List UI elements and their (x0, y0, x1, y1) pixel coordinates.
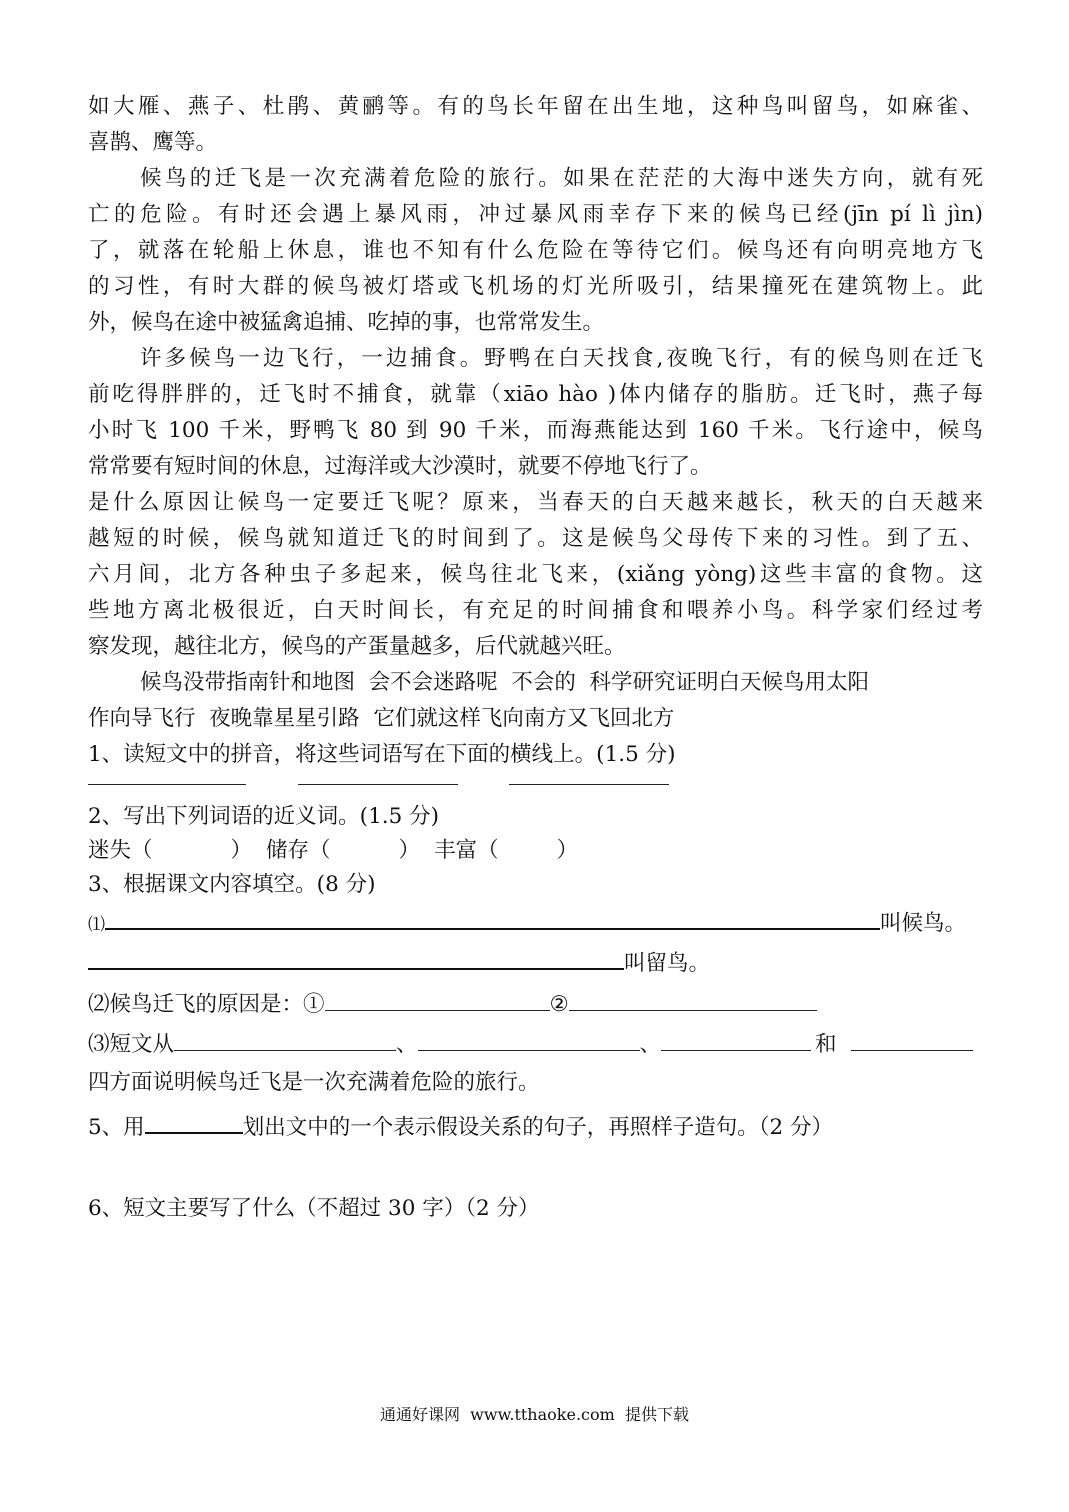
passage-line-10: 小时飞 100 千米，野鸭飞 80 到 90 千米，而海燕能达到 160 千米。飞行途中，候鸟 (88, 418, 983, 443)
passage-line-13: 越短的时候，候鸟就知道迁飞的时间到了。这是候鸟父母传下来的习性。到了五、 (88, 526, 983, 551)
q3-2-mark-1: ① (303, 992, 325, 1017)
passage-line-2: 喜鹊、鹰等。 (88, 130, 218, 155)
q3-3-blank-2[interactable] (418, 1028, 640, 1051)
q2-item-3-close: ） (556, 838, 579, 863)
q3-3-blank-4[interactable] (851, 1028, 973, 1051)
q3-1-suffix-a: 叫候鸟。 (880, 911, 967, 936)
q5-underline-sample (145, 1110, 243, 1134)
q3-2-mark-2: ② (549, 992, 569, 1017)
question-1: 1、读短文中的拼音，将这些词语写在下面的横线上。(1.5 分) (88, 742, 676, 767)
q2-items (88, 836, 983, 866)
question-2: 2、写出下列词语的近义词。(1.5 分) (88, 804, 439, 829)
q3-3-sep-2: 、 (639, 1032, 662, 1057)
passage-line-7: 外，候鸟在途中被猛禽追捕、吃掉的事，也常常发生。 (88, 310, 605, 335)
q3-3-prefix: ⑶短文从 (88, 1032, 175, 1057)
q3-2-label: ⑵候鸟迁飞的原因是： (88, 992, 304, 1017)
passage-line-18: 作向导飞行 夜晚靠星星引路 它们就这样飞向南方又飞回北方 (88, 706, 675, 731)
q3-1-blank-b[interactable] (88, 946, 624, 970)
passage-line-14: 六月间，北方各种虫子多起来，候鸟往北飞来，(xiǎng yòng)这些丰富的食物。这 (88, 562, 983, 587)
q2-item-1-open: 迷失（ (88, 838, 153, 863)
passage-line-5: 了，就落在轮船上休息，谁也不知有什么危险在等待它们。候鸟还有向明亮地方飞 (88, 238, 983, 263)
q3-1-blank-a[interactable] (105, 906, 880, 930)
question-5 (88, 1110, 983, 1143)
passage-line-8: 许多候鸟一边飞行，一边捕食。野鸭在白天找食,夜晚飞行，有的候鸟则在迁飞 (140, 346, 983, 371)
q3-1-line-a (88, 906, 983, 940)
passage-line-11: 常常要有短时间的休息，过海洋或大沙漠时，就要不停地飞行了。 (88, 454, 712, 479)
passage-line-3: 候鸟的迁飞是一次充满着危险的旅行。如果在茫茫的大海中迷失方向，就有死 (140, 166, 983, 191)
q3-3-tail: 四方面说明候鸟迁飞是一次充满着危险的旅行。 (88, 1070, 540, 1095)
passage-line-17: 候鸟没带指南针和地图 会不会迷路呢 不会的 科学研究证明白天候鸟用太阳 (140, 670, 870, 695)
q3-3-blank-3[interactable] (661, 1028, 811, 1051)
passage-line-9: 前吃得胖胖的，迁飞时不捕食，就靠（xiāo hào )体内储存的脂肪。迁飞时，燕子每 (88, 382, 983, 407)
q3-2-line (88, 988, 983, 1020)
q5-prefix: 5、用 (88, 1115, 145, 1140)
page-footer: 通通好课网 www.tthaoke.com 提供下载 (380, 1405, 689, 1424)
q1-blank-1[interactable] (88, 762, 246, 785)
passage-line-12: 是什么原因让候鸟一定要迁飞呢？原来，当春天的白天越来越长，秋天的白天越来 (88, 490, 983, 515)
passage-line-16: 察发现，越往北方，候鸟的产蛋量越多，后代就越兴旺。 (88, 634, 626, 659)
q3-1-number: ⑴ (88, 915, 105, 935)
q2-item-2-open: 储存（ (266, 838, 331, 863)
q2-item-3-open: 丰富（ (434, 838, 499, 863)
passage-line-6: 的习性，有时大群的候鸟被灯塔或飞机场的灯光所吸引，结果撞死在建筑物上。此 (88, 274, 983, 299)
q2-item-2-close: ） (398, 838, 421, 863)
q2-item-1-close: ） (230, 838, 253, 863)
passage-line-15: 些地方离北极很近，白天时间长，有充足的时间捕食和喂养小鸟。科学家们经过考 (88, 598, 983, 623)
q3-3-line (88, 1028, 983, 1060)
passage-line-1: 如大雁、燕子、杜鹃、黄鹂等。有的鸟长年留在出生地，这种鸟叫留鸟，如麻雀、 (88, 94, 983, 119)
q3-2-blank-1[interactable] (325, 988, 550, 1011)
question-3: 3、根据课文内容填空。(8 分) (88, 872, 376, 897)
passage-line-4: 亡的危险。有时还会遇上暴风雨，冲过暴风雨幸存下来的候鸟已经(jīn pí lì jìn) (88, 202, 983, 227)
q1-blank-3[interactable] (509, 762, 669, 785)
q3-1-line-b (88, 946, 983, 979)
q1-blank-2[interactable] (298, 762, 458, 785)
q3-3-blank-1[interactable] (174, 1028, 396, 1051)
q3-3-sep-1: 、 (396, 1032, 418, 1057)
q1-answer-blanks (88, 762, 983, 794)
question-6: 6、短文主要写了什么（不超过 30 字）（2 分） (88, 1196, 540, 1221)
q3-3-sep-3: 和 (815, 1032, 837, 1057)
q3-2-blank-2[interactable] (569, 988, 817, 1011)
q3-1-suffix-b: 叫留鸟。 (624, 951, 711, 976)
q5-suffix: 划出文中的一个表示假设关系的句子，再照样子造句。（2 分） (242, 1115, 833, 1140)
